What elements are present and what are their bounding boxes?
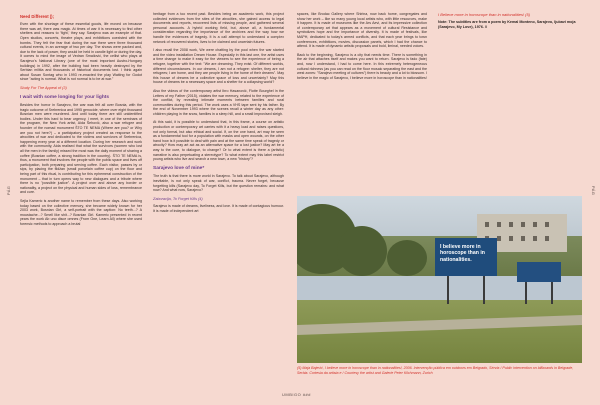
column-3 [297,12,427,84]
paragraph: The truth is that there is more world in Sarajevo. To talk about Sarajevo, although inevitable, is not only speak of war, conflict, trauma. Never forget, because forgetting kills (Sarajevo day, To Forget Kills, but the question remains: and what now? And what now, Sarajevo? [153,174,284,193]
paragraph: Sejla Kameric is another name to remember from these days. Also working today based on the collective memory, she became widely known for her 2003 work, Bosnian Girl, a self-portrait with the caption: No teeth...? A moustache...? Smell like shit...? Bosnian Girl. Kameric presented in recent years the work Ab uno disce omnes (From One, Learn All) where she used forensic methods to approach a brutal [20,198,142,226]
paragraph: heritage from a too recent past. Besides being an academic work, this project collected evidences from the sites of the atrocities, she gained access to legal documents and reports, recovered lists of missing people, and gathered several personal accounts. A hybrid working field, but, above all, a fundamental consideration regarding the importance of the archives and the way how we handle the evidences of tragedy. It is a call attempt to understand a complex network of recovered stories, lives to be claimed and uncertain futures. [153,12,284,44]
page-folio: UMBIGO ### [282,392,312,397]
side-page-label-left: PÁG [6,185,12,196]
paragraph: Even with the shortage of these essential goods, life moved on because there was art, there was magic. At times of war it is necessary to find other shelters and reasons to 'fight,' they say. Sarajevo was an example of that. Open studios, concerts, theatre plays, and exhibitions coexisted with the bombs. They felt the fear that during the war there were three thousand cultural events, in an average of two per day. The shows were packed and, due to the lack of power, they would be held in candle light or during the day. It comes to mind the image of Vedran Smailović, the cellist who plays at Sarajevo's National Library (one of the most important Austro-Hungary buildings) in 1992, after the building had been heavily destroyed by the Serbian militia and thousands of historical documents lost. I think again about Susan Sontag who in 1993 re-enacted the play Waiting for Godot since "acting is normal. What is not normal is to be at war." [20,22,142,82]
paragraph: Also the videos of the contemporary artist Ibro Hasanović, Flotte Bourghel in the Letters of my Father (2015), violates the war memory, related to the experience of the conflict, by revealing intimate moments between families and rural communities during this period. The work uses a VHS tape sent by his father. By the end of November 1993 where the scenes recall a winter day as any other: children playing in the snow, families in a sleep hill, and a small improvised sleigh. [153,88,284,116]
photo-tree [387,240,427,276]
heading-need-different: Need Different (); [20,14,54,19]
note-heading: I Believe more in horoscope than in nationalities! (5) [438,12,531,17]
paragraph: spaces, like Brodac Gallery where Shirina, now back home, congregates and show her work – like so many young local artists who, with little resources, make it happen. It is made of museums like the Ars Aevi, and its impressive collection of contemporary art that appears as a movement of cultural Resistance and symbolizes hope and the importance of diversity. It is made of festivals, like MAPH, dedicated to today's armed conflicts, and that each year brings to town conferences, exhibitions, movies, discussion panels, which I had the chance to attend. It is made of dynamic artistic proposals and bold, liminal, needed voices. [297,12,427,49]
column-4 [438,12,582,29]
paragraph: Back to the beginning, Sarajevo is a city that needs time. There is something in the air that attaches itself and makes you want to return. Sarajevo is fado (fate) and, now I understand, I had to come here. In this extremely heterogeneous cultural richness (as you can read on the floor mosaic separating the east and the west zones: "Sarajevo meeting of cultures") there is beauty and a lot to blossom. I believe in the magic of Sarajevo, I believe more in horoscope than in nationalities! [297,52,427,80]
paragraph: I also recall the 2008 work, We were chatting by the pool when the war started and the video installation Dream House. Especially in this last one, the artist uses a time change to make it easy for the viewers to see the experience of being a refugee, together with the text: "We are dreaming. They exist. Of different worlds, different circumstances. In our dreams, I am not a refugee: shelter, they are not refugees; I am home, and they are people living in the home of their dreams". May this house of dreams be a collective space of loss and uncertainty? May this house of dreams be a necessary space and a shelter for a collapsing world? [153,48,284,85]
photo-caption: (5) Maja Bajević, I believe more in horoscope than in nationalities!, 2006. Intervenção pública em outdoors em Belgrado, Sérvia / Public intervention on billboards in Belgrade, Serbia. Cortesia da artista e / Courtesy the artist and Galerie Peter Kilchmann, Zurich [297,366,574,375]
column-1 [20,12,142,231]
subtitle-study: Study For The Appeal of (3) [20,85,67,90]
photo-tree [337,226,387,276]
billboard-secondary [517,262,561,282]
note-text: Note: The subtitles are from a poem by Kemal Monteno, Sarajevo, ljubavi moja (Sarajevo, My Love), 1976. // [438,20,576,29]
artwork-photo [297,196,582,363]
section-heading-lights: I wait with some longing for your lights [20,94,110,100]
section-heading-sarajevo-love: Sarajevo love of mine* [153,165,205,171]
paragraph: Sarajevo is made of dreams, liveliness, and love. It is made of contagious humour. It is made of independent art [153,204,284,213]
side-page-label-right: PÁG [590,185,596,196]
billboard: I believe more in horoscope than in nationalities. [435,238,497,276]
subtitle-to-forget-kills: Zaboravlja, To Forget Kills (4) [153,196,203,201]
paragraph: Besides the horror in Sarajevo, the war was felt all over Bosnia, with the tragic outcome of Srebrenica and 1995 genocide, where over eight thousand Bosnian men were murdered. And until today there are still unidentified bodies. Under this hard to bear urgency, I meet, in one of the seminars of the program, the New York artist, Aida Šehović, also a war refugee and founder of the nomad monument ŠTO TE NEMA (Where are you? or Why are you not here?) – a participatory project created as response to the atrocities of war and dedicated to the victims and survivors of Srebrenica, happening every year at a different location. During her research and work with the community, Aida realised that what the survivors (women who lost all the men in the family) missed the most was the daily moment of sharing a coffee (Bosnian coffee, a strong tradition in the country). ŠTO TE NEMA is, thus, a monument that involves the people with the public space and lives off participation, both preparing and serving coffee. Each visitor, passes by or sips, by placing the fildžan (small porcelain coffee cup) on the floor and being part of this ritual, is contributing for this ephemeral construction of the monument – that in turn opens way to new dialogues and a tribute where there is no "possible justice". A project over and above any border or nationality, a project on the physical and human sides of loss, remembrance and cure. [20,103,142,195]
paragraph: At this said, it is possible to understand that, in this frame, a course on artistic production or contemporary art carries with it a heavy load and raises questions, not only formal, but also ethical and social. If, on the one hand, art may be seen as a fundamental tool for a population with masks and open wounds, on the other hand how is it possible to deal with pain and at the same time speak of tragedy or atrocity? How may art act as an alternative space for a lost justice? May art be a way to the cure, to dialogue, to change? Or to what extent is there a (artistic) narrative is also perpetuating a stereotype? To what extent may this label restrict young artists who live and search a new town, a new "history"? [153,120,284,162]
column-2 [153,12,284,218]
